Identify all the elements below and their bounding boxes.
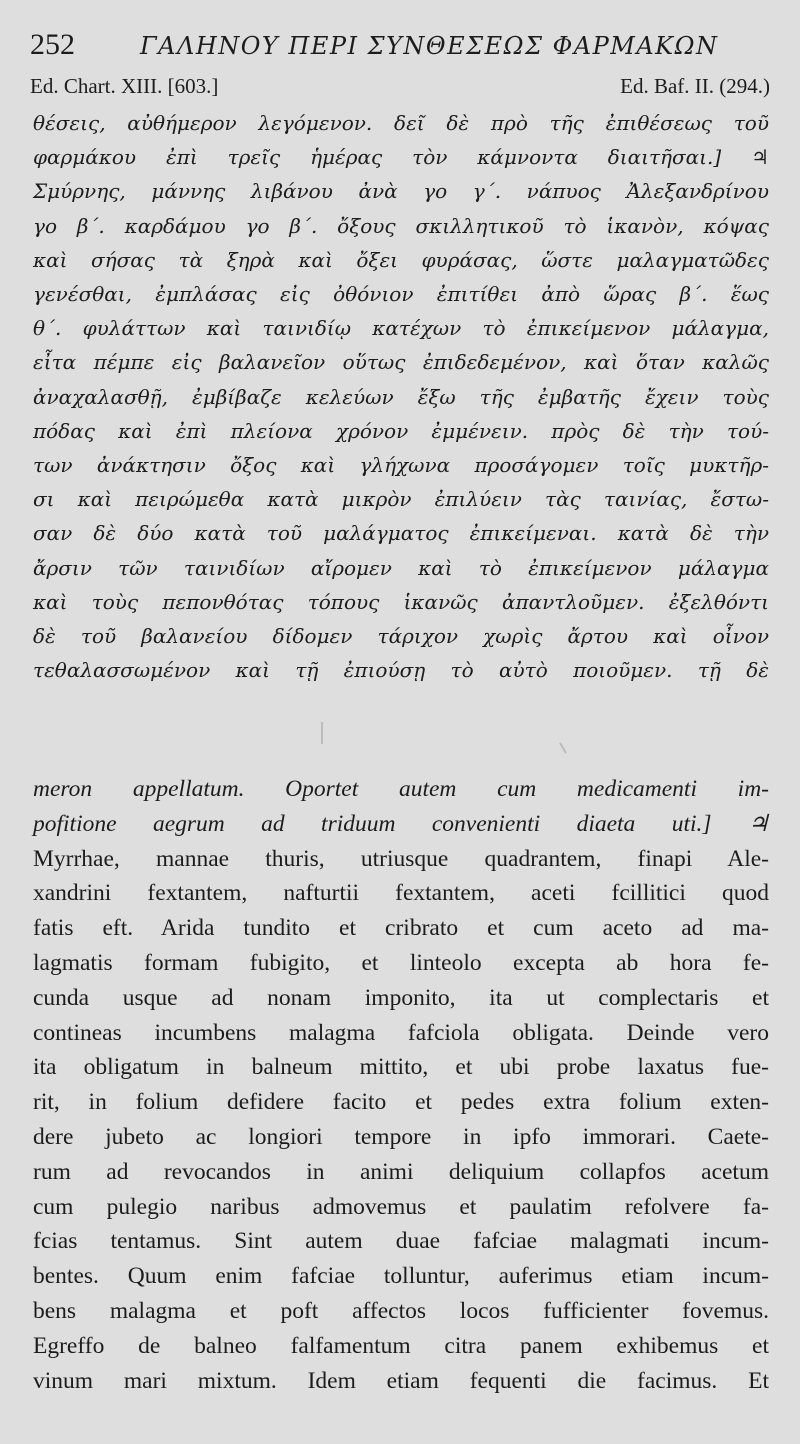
- page-number: 252: [30, 28, 75, 61]
- latin-line: rit, in folium defidere facito et pedes extra folium exten-: [33, 1089, 769, 1116]
- latin-line: meron appellatum. Oportet autem cum medicamenti im-: [33, 776, 769, 802]
- latin-line: lagmatis formam fubigito, et linteolo excepta ab hora fe-: [33, 949, 769, 976]
- latin-text-block: [33, 772, 769, 1398]
- latin-line: bentes. Quum enim fafciae tolluntur, auferimus etiam incum-: [33, 1263, 769, 1290]
- greek-line: των ἀνάκτησιν ὄξος καὶ γλήχωνα προσάγομεν τοῖς μυκτῆρ-: [33, 453, 769, 478]
- edition-right: Ed. Baf. II. (294.): [620, 74, 770, 98]
- greek-line: ἀναχαλασθῇ, ἐμβίβαζε κελεύων ἔξω τῆς ἐμβατῆς ἔχειν τοὺς: [33, 384, 769, 409]
- greek-line: γενέσθαι, ἐμπλάσας εἰς ὀθόνιον ἐπιτίθει ἀπὸ ὥρας β΄. ἕως: [33, 282, 769, 307]
- latin-line: Myrrhae, mannae thuris, utriusque quadrantem, finapi Ale-: [33, 845, 769, 872]
- latin-line: cunda usque ad nonam imponito, ita ut complectaris et: [33, 984, 769, 1011]
- greek-line: σι καὶ πειρώμεθα κατὰ μικρὸν ἐπιλύειν τὰς ταινίας, ἔστω-: [33, 487, 769, 512]
- bleed-through-mark: [559, 742, 567, 753]
- bleed-through-mark: [321, 722, 323, 744]
- latin-line: fatis eft. Arida tundito et cribrato et cum aceto ad ma-: [33, 915, 769, 942]
- greek-line: δὲ τοῦ βαλανείου δίδομεν τάριχον χωρὶς ἄρτου καὶ οἶνον: [33, 624, 769, 649]
- page-header: [30, 28, 770, 70]
- latin-line: contineas incumbens malagma fafciola obligata. Deinde vero: [33, 1019, 769, 1046]
- greek-line: Σμύρνης, μάννης λιβάνου ἀνὰ γο γ΄. νάπυος Ἀλεξανδρίνου: [33, 179, 769, 204]
- greek-line: καὶ τοὺς πεπονθότας τόπους ἱκανῶς ἀπαντλοῦμεν. ἐξελθόντι: [33, 589, 769, 614]
- running-title: ΓΑΛΗΝΟΥ ΠΕΡΙ ΣΥΝΘΕΣΕΩΣ ΦΑΡΜΑΚΩΝ: [140, 32, 719, 60]
- greek-line: φαρμάκου ἐπὶ τρεῖς ἡμέρας τὸν κάμνοντα διαιτῆσαι.] ♃: [33, 145, 769, 170]
- greek-line: σαν δὲ δύο κατὰ τοῦ μαλάγματος ἐπικείμεναι. κατὰ δὲ τὴν: [33, 521, 769, 546]
- latin-line: Egreffo de balneo falfamentum citra panem exhibemus et: [33, 1332, 769, 1359]
- latin-line: fcias tentamus. Sint autem duae fafciae malagmati incum-: [33, 1228, 769, 1255]
- latin-line: dere jubeto ac longiori tempore in ipfo immorari. Caete-: [33, 1123, 769, 1150]
- greek-line: τεθαλασσωμένον καὶ τῇ ἐπιούσῃ τὸ αὐτὸ ποιοῦμεν. τῇ δὲ: [33, 658, 769, 683]
- greek-line: γο β΄. καρδάμου γο β΄. ὄξους σκιλλητικοῦ τὸ ἱκανὸν, κόψας: [33, 213, 769, 238]
- greek-line: εἶτα πέμπε εἰς βαλανεῖον οὕτως ἐπιδεδεμένον, καὶ ὅταν καλῶς: [33, 350, 769, 375]
- greek-text-block: [33, 106, 769, 687]
- greek-line: καὶ σήσας τὰ ξηρὰ καὶ ὄξει φυράσας, ὥστε μαλαγματῶδες: [33, 247, 769, 272]
- edition-left: Ed. Chart. XIII. [603.]: [30, 74, 219, 98]
- latin-line: vinum mari mixtum. Idem etiam fequenti die facimus. Et: [33, 1367, 769, 1394]
- latin-line: pofitione aegrum ad triduum convenienti diaeta uti.] ♃: [33, 810, 769, 837]
- greek-line: πόδας καὶ ἐπὶ πλείονα χρόνον ἐμμένειν. πρὸς δὲ τὴν τού-: [33, 418, 769, 443]
- latin-line: rum ad revocandos in animi deliquium collapfos acetum: [33, 1158, 769, 1185]
- greek-line: θέσεις, αὐθήμερον λεγόμενον. δεῖ δὲ πρὸ τῆς ἐπιθέσεως τοῦ: [33, 111, 769, 135]
- greek-line: θ΄. φυλάττων καὶ ταινιδίῳ κατέχων τὸ ἐπικείμενον μάλαγμα,: [33, 316, 769, 341]
- latin-line: cum pulegio naribus admovemus et paulatim refolvere fa-: [33, 1193, 769, 1220]
- edition-references: [30, 74, 770, 106]
- greek-line: ἄρσιν τῶν ταινιδίων αἴρομεν καὶ τὸ ἐπικείμενον μάλαγμα: [33, 555, 769, 580]
- latin-line: ita obligatum in balneum mittito, et ubi probe laxatus fue-: [33, 1054, 769, 1081]
- latin-line: bens malagma et poft affectos locos fufficienter fovemus.: [33, 1297, 769, 1324]
- latin-line: xandrini fextantem, nafturtii fextantem, aceti fcillitici quod: [33, 880, 769, 907]
